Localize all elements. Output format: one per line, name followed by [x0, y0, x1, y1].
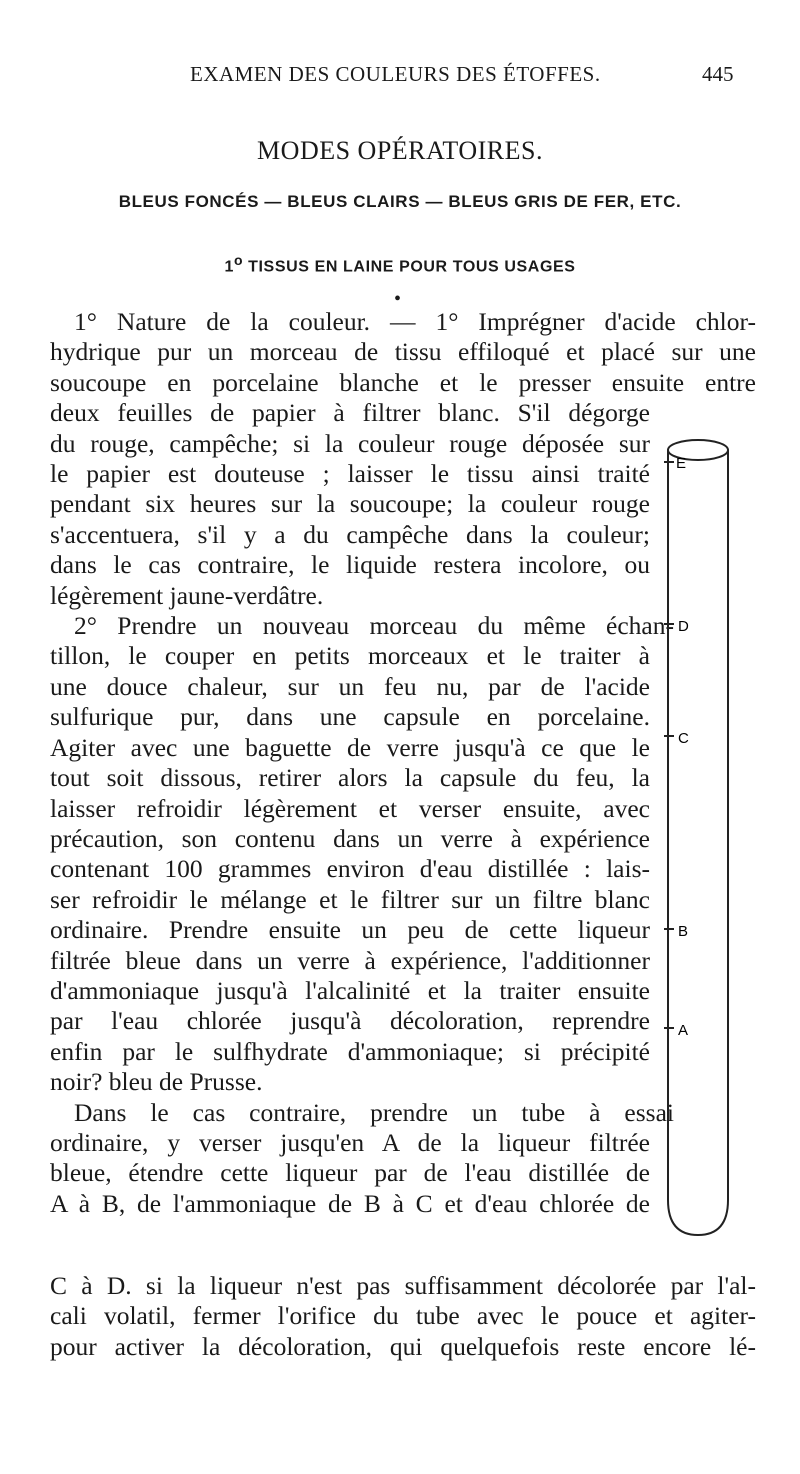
- text-line: 2° Prendre un nouveau morceau du même échan-: [74, 611, 674, 641]
- text-line: pour activer la décoloration, qui quelquefois reste encore lé-: [50, 1331, 756, 1361]
- text-line: tout soit dissous, retirer alors la capsule du feu, la: [50, 763, 650, 793]
- text-line: Dans le cas contraire, prendre un tube à essai: [74, 1097, 674, 1127]
- text-line: filtrée bleue dans un verre à expérience, l'additionner: [50, 945, 650, 975]
- subheading-number: 1: [224, 258, 234, 276]
- text-line: du rouge, campêche; si la couleur rouge déposée sur: [50, 428, 650, 458]
- text-line: par l'eau chlorée jusqu'à décoloration, reprendre: [50, 1006, 650, 1036]
- page-number: 445: [702, 62, 734, 86]
- label-b: B: [678, 923, 689, 940]
- test-tube-figure: [650, 420, 750, 1260]
- text-line: d'ammoniaque jusqu'à l'alcalinité et la traiter ensuite: [50, 975, 650, 1005]
- label-c: C: [678, 730, 689, 747]
- text-line: bleue, étendre cette liqueur par de l'eau distillée de: [50, 1158, 650, 1188]
- subheading-text: TISSUS EN LAINE POUR TOUS USAGES: [243, 258, 576, 276]
- text-line: le papier est douteuse ; laisser le tissu ainsi traité: [50, 459, 650, 489]
- text-line: précaution, son contenu dans un verre à expérience: [50, 823, 650, 853]
- text-line: 1° Nature de la couleur. — 1° Imprégner d'acide chlor-: [74, 307, 756, 336]
- text-line: Agiter avec une baguette de verre jusqu'à ce que le: [50, 732, 650, 762]
- text-line: dans le cas contraire, le liquide restera incolore, ou: [50, 550, 650, 580]
- label-a: A: [678, 1022, 689, 1039]
- body-text-continued: [50, 1271, 756, 1362]
- running-head: [0, 62, 800, 92]
- text-line: enfin par le sulfhydrate d'ammoniaque; si précipité: [50, 1036, 650, 1066]
- text-line: ser refroidir le mélange et le filtrer sur un filtre blanc: [50, 884, 650, 914]
- label-e: E: [676, 455, 687, 472]
- text-line: s'accentuera, s'il y a du campêche dans la couleur;: [50, 519, 650, 549]
- text-line: cali volatil, fermer l'orifice du tube avec le pouce et agiter-: [50, 1301, 756, 1331]
- text-line: pendant six heures sur la soucoupe; la couleur rouge: [50, 489, 650, 519]
- subheading-wool: [0, 252, 800, 276]
- text-line: ordinaire. Prendre ensuite un peu de cette liqueur: [50, 915, 650, 945]
- text-line: soucoupe en porcelaine blanche et le presser ensuite entre: [50, 367, 756, 397]
- text-line: A à B, de l'ammoniaque de B à C et d'eau chlorée de: [50, 1188, 650, 1218]
- text-line: ordinaire, y verser jusqu'en A de la liqueur filtrée: [50, 1127, 650, 1157]
- text-line: une douce chaleur, sur un feu nu, par de l'acide: [50, 671, 650, 701]
- text-line: hydrique pur un morceau de tissu effiloqué et placé sur une: [50, 337, 756, 367]
- label-d: D: [678, 618, 689, 635]
- separator-dot: •: [394, 288, 402, 310]
- text-line: sulfurique pur, dans une capsule en porcelaine.: [50, 702, 650, 732]
- text-line: deux feuilles de papier à filtrer blanc. S'il dégorge: [50, 398, 650, 428]
- text-line: noir? bleu de Prusse.: [50, 1067, 263, 1097]
- subheading-ordinal: o: [233, 252, 244, 268]
- text-line: C à D. si la liqueur n'est pas suffisamment décolorée par l'al-: [50, 1271, 756, 1300]
- text-line: laisser refroidir légèrement et verser ensuite, avec: [50, 793, 650, 823]
- section-title: MODES OPÉRATOIRES.: [257, 136, 543, 165]
- text-line: contenant 100 grammes environ d'eau distillée : lais-: [50, 854, 650, 884]
- subheading: BLEUS FONCÉS — BLEUS CLAIRS — BLEUS GRIS DE FER, ETC.: [118, 192, 682, 211]
- tube-body: [668, 450, 728, 1235]
- text-line: légèrement jaune-verdâtre.: [50, 580, 324, 610]
- text-line: tillon, le couper en petits morceaux et le traiter à: [50, 641, 650, 671]
- running-title: EXAMEN DES COULEURS DES ÉTOFFES.: [190, 62, 601, 86]
